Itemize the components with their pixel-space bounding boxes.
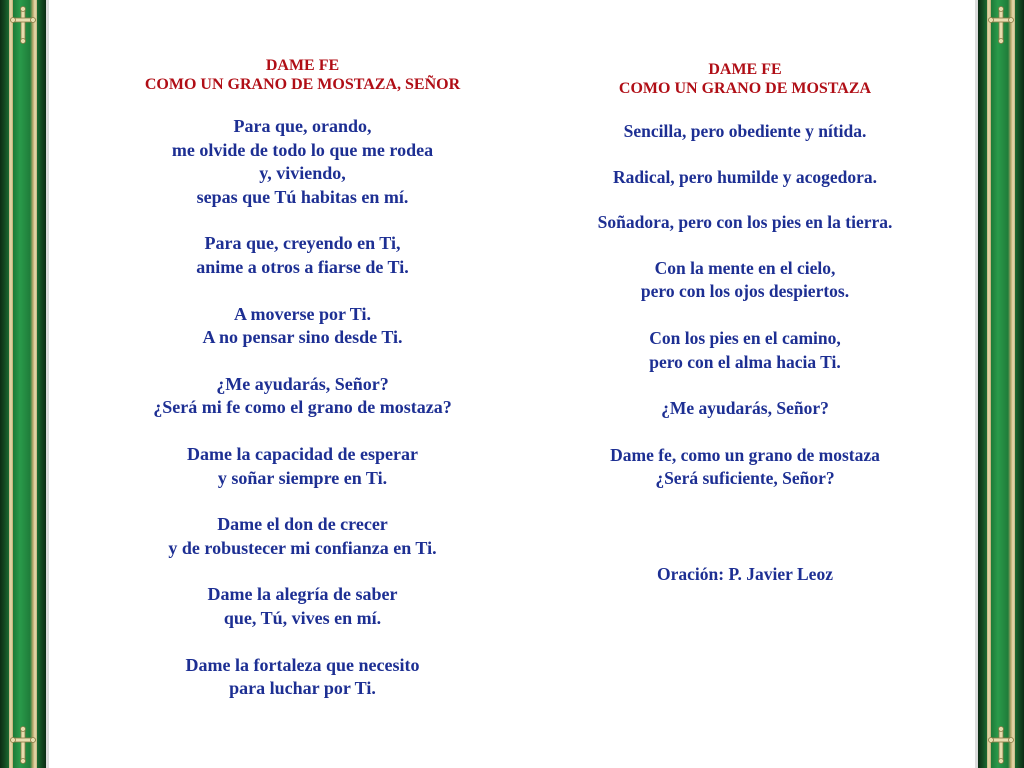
right-stanza (545, 257, 945, 304)
right-stanza (545, 166, 945, 190)
poem-line: Dame la alegría de saber (207, 584, 398, 605)
poem-line: Con los pies en el camino, (649, 327, 841, 348)
poem-line: y, viviendo, (259, 163, 346, 184)
poem-line: ¿Me ayudarás, Señor? (661, 398, 829, 419)
right-title-line1: DAME FE (708, 61, 782, 78)
poem-line: Con la mente en el cielo, (654, 257, 836, 278)
right-title (545, 60, 945, 98)
poem-line: me olvide de todo lo que me rodea (171, 139, 434, 160)
cross-icon (9, 726, 37, 764)
right-stanza (545, 397, 945, 421)
left-poem-column (60, 56, 545, 701)
left-stanza (60, 443, 545, 490)
left-stanza (60, 654, 545, 701)
right-decorative-border (978, 0, 1024, 768)
cross-icon (987, 726, 1015, 764)
left-stanza (60, 583, 545, 630)
left-title-line2: COMO UN GRANO DE MOSTAZA, SEÑOR (144, 76, 461, 93)
left-stanza (60, 303, 545, 350)
poem-line: y de robustecer mi confianza en Ti. (168, 537, 437, 558)
poem-line: pero con los ojos despiertos. (640, 281, 850, 302)
right-stanza (545, 211, 945, 235)
left-stanza (60, 115, 545, 209)
poem-line: Para que, creyendo en Ti, (204, 233, 401, 254)
cross-icon (987, 6, 1015, 44)
left-stanza (60, 373, 545, 420)
left-stanza (60, 232, 545, 279)
poem-line: A moverse por Ti. (233, 303, 371, 324)
left-decorative-border (0, 0, 46, 768)
right-poem-column (545, 60, 945, 587)
poem-line: Soñadora, pero con los pies en la tierra. (597, 212, 893, 233)
poem-line: Para que, orando, (233, 116, 372, 136)
poem-line: anime a otros a fiarse de Ti. (196, 256, 409, 277)
right-stanza (545, 120, 945, 144)
poem-line: ¿Será suficiente, Señor? (655, 468, 835, 489)
left-title-line1: DAME FE (265, 57, 340, 74)
prayer-credit: Oración: P. Javier Leoz (657, 563, 833, 584)
poem-line: Sencilla, pero obediente y nítida. (623, 121, 867, 141)
poem-line: A no pensar sino desde Ti. (202, 327, 403, 348)
poem-line: ¿Será mi fe como el grano de mostaza? (153, 397, 452, 418)
poem-line: Dame la capacidad de esperar (187, 443, 418, 464)
left-title (60, 56, 545, 94)
right-border-edge (975, 0, 978, 768)
right-stanza (545, 327, 945, 374)
left-stanza (60, 513, 545, 560)
right-title-line2: COMO UN GRANO DE MOSTAZA (618, 80, 872, 97)
poem-line: Dame la fortaleza que necesito (185, 654, 420, 675)
left-border-edge (46, 0, 49, 768)
cross-icon (9, 6, 37, 44)
poem-line: que, Tú, vives en mí. (223, 607, 382, 628)
poem-line: Radical, pero humilde y acogedora. (612, 166, 878, 187)
poem-line: sepas que Tú habitas en mí. (196, 186, 409, 207)
poem-line: y soñar siempre en Ti. (217, 467, 388, 488)
poem-line: Dame el don de crecer (217, 514, 388, 535)
right-stanza (545, 444, 945, 491)
poem-line: pero con el alma hacia Ti. (649, 351, 841, 372)
poem-line: Dame fe, como un grano de mostaza (610, 444, 880, 465)
poem-line: ¿Me ayudarás, Señor? (216, 373, 389, 394)
poem-line: para luchar por Ti. (229, 678, 376, 699)
